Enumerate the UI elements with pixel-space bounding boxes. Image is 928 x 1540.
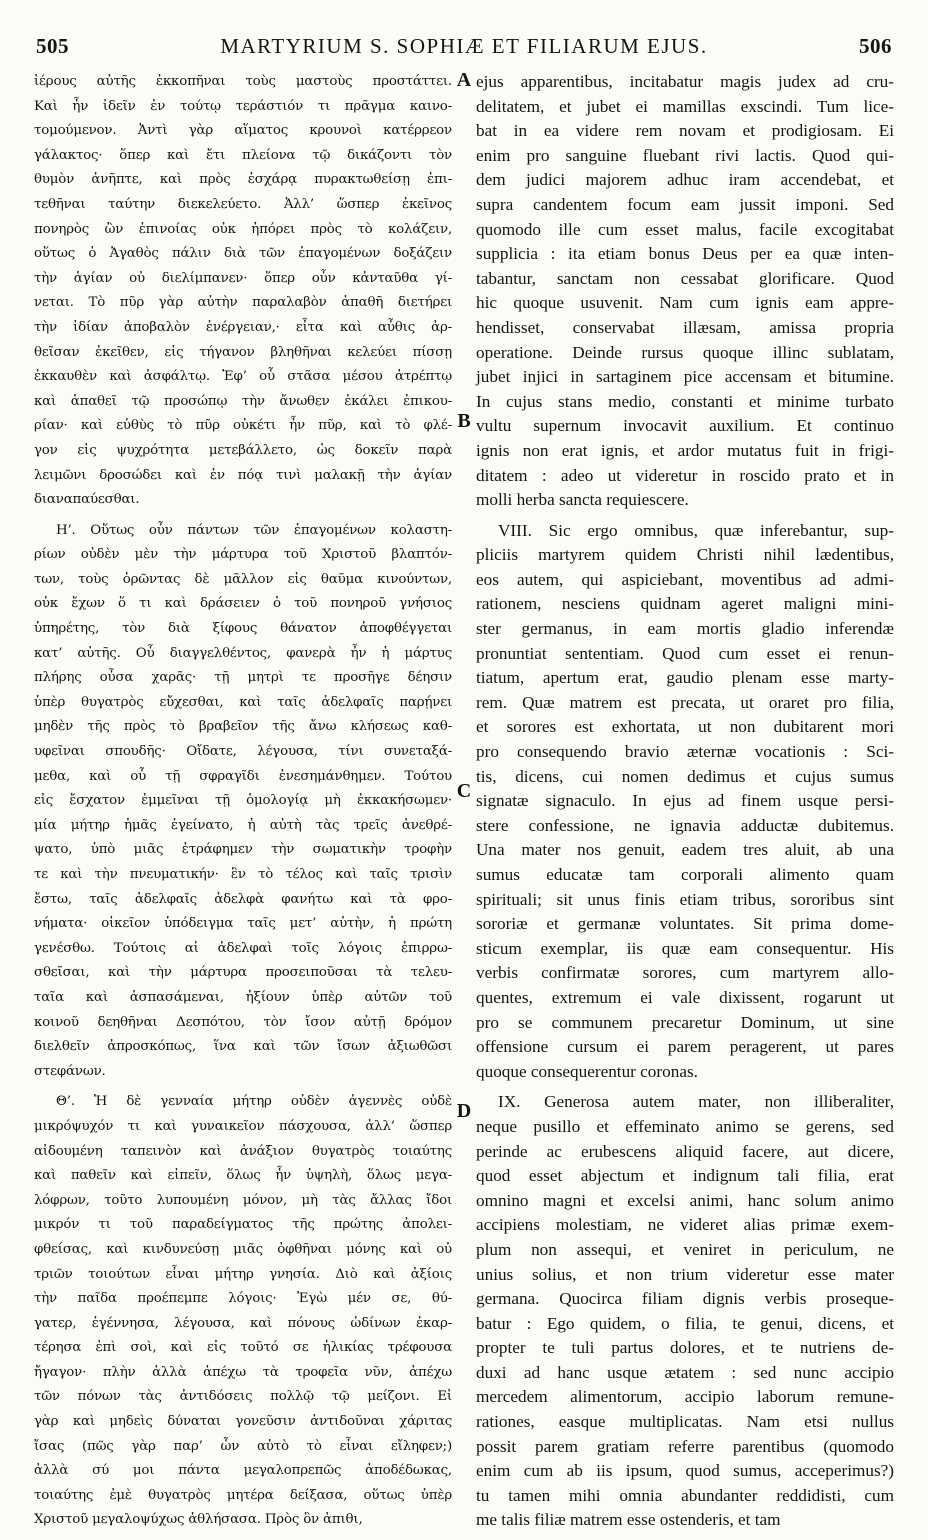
text-line: φθείσας, καὶ κινδυνεύσῃ μιᾶς ὀφθῆναι μόνης καὶ οὐ [34, 1241, 452, 1257]
text-line: jubet injici in sartaginem pice accensam et bitumine. [476, 367, 894, 387]
text-line: unius solius, et non trium videretur esse mater [476, 1264, 894, 1284]
text-line: θυμὸν ἀνῆπτε, καὶ πρὸς ἐσχάρᾳ πυρακτωθείσῃ ἐπι- [34, 172, 452, 188]
text-line: ditatem : adeo ut videretur in roscido prato et in [476, 465, 894, 485]
text-line: Θ’. Ἡ δὲ γενναία μήτηρ οὐδὲν ἀγεννὲς οὐδὲ [56, 1094, 452, 1110]
text-line: ὑπηρέτης, τὸν διὰ ξίφους θάνατον ἀποφθέγγεται [34, 621, 452, 637]
text-line: Η’. Οὕτως οὖν πάντων τῶν ἐπαγομένων κολαστη- [56, 522, 452, 538]
text-line: tabantur, sanctam non cessabat glorificare. Quod [476, 268, 894, 288]
text-line: τομούμενον. Ἀντὶ γὰρ αἵματος κρουνοὶ κατέρρεον [34, 123, 452, 139]
text-line: enim pro sanguine fluebant rivi lactis. Quod qui- [476, 145, 894, 165]
text-line: των, τοὺς ὁρῶντας δὲ μᾶλλον εἰς θαῦμα κινούντων, [34, 571, 452, 587]
text-line: τῶν πόνων τὰς ἀντιδόσεις πολλῷ τῷ μείζονι. Εἰ [34, 1389, 452, 1405]
text-line: offensione cursum ei parem peragerent, ut pares [476, 1037, 894, 1057]
text-line: omnino magni et excelsi animi, hanc solum animo [476, 1190, 894, 1210]
text-line: verbis confirmatæ sorores, cum martyrem allo- [476, 963, 894, 983]
text-line: κατ’ αὐτῆς. Οὗ διαγγελθέντος, φανερὰ ἦν ἡ μάρτυς [34, 645, 452, 661]
page-header [36, 30, 892, 62]
section-marker-b: B [457, 410, 471, 432]
text-line: bat in ea videre rem novam et prodigiosam. Ei [476, 121, 894, 141]
text-line: σθεῖσαι, καὶ τὴν μάρτυρα προσειποῦσαι τὰ τελευ- [34, 965, 452, 981]
text-line: Una mater nos genuit, eadem tres aluit, ab una [476, 840, 894, 860]
text-line: γὰρ καὶ μηδεὶς δύναται γονεῦσιν ἀντιδοῦναι χάριτας [34, 1414, 452, 1430]
text-line: germana. Quocirca filiam dignis verbis proseque- [476, 1289, 894, 1309]
text-line: ἔστω, ταῖς ἀδελφαῖς ἀδελφὰ φανήτω καὶ τὰ φρο- [34, 891, 452, 907]
text-line: sticum exemplar, iis quæ eam consequentur. His [476, 938, 894, 958]
text-line: perinde ac erubescens aliquid facere, aut dicere, [476, 1141, 894, 1161]
text-line: eos autem, qui aspiciebant, moventibus ad admi- [476, 569, 894, 589]
text-line: batur : Ego quidem, o filia, te genui, dicens, et [476, 1313, 894, 1333]
greek-text-column [34, 70, 452, 1528]
text-line: supra candentem focum eam jussit imponi. Sed [476, 194, 894, 214]
text-line: propter te tuli partus dolores, et te nutriens de- [476, 1338, 894, 1358]
text-line: rationes, easque multiplicatas. Nam etsi nullus [476, 1412, 894, 1432]
text-line: ρίαν· καὶ εὐθὺς τὸ πῦρ οὐκέτι ἦν πῦρ, καὶ τὸ φλέ- [34, 418, 452, 434]
text-line: γενέσθω. Τούτοις αἱ ἀδελφαὶ τοῖς λόγοις ἐπιρρω- [34, 940, 452, 956]
text-line: πλήρης οὖσα χαρᾶς· τῇ μητρὶ τε προσῆγε δέησιν [34, 670, 452, 686]
text-line: ὑπὲρ θυγατρὸς εὔχεσθαι, καὶ ταῖς ἀδελφαῖς παρῄνει [34, 694, 452, 710]
page-number-left: 505 [36, 34, 69, 58]
text-line: me talis filiæ matrem esse ostenderis, et tam [476, 1510, 781, 1530]
text-line: ψατο, ὑπὸ μιᾶς ἐτράφημεν τὴν σωματικὴν τροφὴν [34, 842, 452, 858]
running-title: MARTYRIUM S. SOPHIÆ ET FILIARUM EJUS. [220, 34, 708, 58]
text-line: ἱέρους αὐτῆς ἐκκοπῆναι τοὺς μαστοὺς προστάττει. [34, 74, 452, 89]
text-line: υφεῖναι σπουδῆς· Οἴδατε, λέγουσα, τίνι συνεταξά- [34, 744, 452, 760]
text-line: νεται. Τὸ πῦρ γὰρ αὐτὴν παραλαβὸν ἀπαθῆ διετήρει [34, 295, 452, 311]
text-line: γον εἰς ψυχρότητα μετεβάλλετο, ὡς δοκεῖν παρὰ [34, 442, 452, 458]
text-line: vultu supernum invocavit auxilium. Et continuo [476, 416, 894, 436]
text-line: ster germanus, in eam mortis gladio inferendæ [476, 619, 894, 639]
text-line: τὴν ἰδίαν ἀποβαλὸν ἐνέργειαν,· εἶτα καὶ αὖθις ἀρ- [34, 319, 452, 335]
text-line: et sorores est exhortata, ut non dubitarent mori [476, 717, 894, 737]
text-line: In cujus stans medio, constanti et minime turbato [476, 391, 894, 411]
text-line: μεθα, καὶ οὗ τῇ σφραγῖδι ἐνεσημάνθημεν. Τούτου [34, 768, 452, 784]
text-line: νήματα· οἰκεῖον ὑπόδειγμα ταῖς μετ’ αὐτὴν, ἡ πρώτη [34, 916, 452, 932]
latin-text-column [476, 70, 894, 1530]
text-line: διελθεῖν ἀπροσκόπως, ἵνα καὶ τῶν ἴσων ἀξιωθῶσι [34, 1039, 452, 1055]
text-line: θεῖσαν ἐκεῖθεν, εἰς τήγανον βληθῆναι κελεύει πίσσῃ [34, 344, 452, 360]
text-line: dem judici majorem adhuc iram accendebat, et [476, 170, 894, 190]
text-line: VIII. Sic ergo omnibus, quæ inferebantur, sup- [498, 520, 894, 540]
text-line: delitatem, et jubet ei mamillas exscindi. Tum lice- [476, 96, 894, 116]
text-line: πονηρὸς ὢν ἐπινοίας οὐκ ἠπόρει πρὸς τὸ κολάζειν, [34, 221, 452, 237]
text-line: sumus educatæ tam corporali alimento quam [476, 865, 894, 884]
text-line: pro consequendo bravio æternæ vocationis : Sci- [476, 742, 894, 762]
text-line: μικρόν τι τοῦ παραδείγματος τῆς πρώτης ἀπολει- [34, 1217, 452, 1233]
page-number-right: 506 [859, 34, 892, 58]
text-line: ταῖα καὶ ἀσπασάμεναι, ἠξίουν ὑπὲρ αὐτῶν τοῦ [34, 989, 452, 1005]
text-line: τοιαύτης ἐμὲ θυγατρὸς μητέρα δείξασα, οὕτως ὑπὲρ [34, 1487, 452, 1503]
text-line: operatione. Deinde rursus quoque illinc sublatam, [476, 342, 894, 362]
text-line: pliciis martyrem quidem Christi nihil lædentibus, [476, 545, 894, 565]
text-line: ἴσας (πῶς γὰρ παρ’ ὧν αὐτὸ τὸ εἶναι εἴληφεν;) [34, 1438, 452, 1454]
text-line: hic quoque usuvenit. Nam cum ignis eam appre- [476, 293, 894, 313]
text-line: οὕτως ὁ Ἀγαθὸς πάλιν διὰ τῶν ἐπαγομένων δοξάζειν [34, 246, 452, 262]
text-line: ignis non erat ignis, et ardor mutatus fuit in frigi- [476, 440, 894, 460]
text-line: γατερ, ἐγέννησα, λέγουσα, καὶ πόνους ὠδίνων ἐκαρ- [34, 1315, 452, 1331]
text-line: tiatum, apertum erat, gaudio plenam esse marty- [476, 668, 894, 688]
text-line: sororiæ et germanæ voluntates. Sit prima dome- [476, 914, 894, 934]
text-line: μηδὲν τῆς πρὸς τὸ βραβεῖον τῆς ἄνω κλήσεως καθ- [34, 719, 452, 735]
text-line: pro se communem precaretur Dominum, ut sine [476, 1012, 894, 1032]
text-line: τὴν παῖδα προέπεμπε λόγοις· Ἐγὼ μέν σε, θύ- [34, 1291, 452, 1307]
text-line: rationem, nesciens quidnam ageret maligni mini- [476, 594, 894, 614]
text-line: stere confessione, ne ignavia adductæ dubitemus. [476, 815, 894, 835]
section-marker-a: A [456, 69, 472, 91]
text-line: τεθῆναι ταύτην διεκελεύετο. Ἀλλ’ ὥσπερ ἐκεῖνος [34, 196, 452, 212]
text-line: αἰδουμένη ταπεινὸν καὶ ἀνάξιον θυγατρὸς τοιαύτης [34, 1143, 452, 1159]
text-line: λόφρων, τοῦτο λυπουμένη μόνον, μὴ τὰς ἄλλας ἴδοι [34, 1192, 452, 1208]
text-line: μικρόψυχόν τι καὶ γυναικεῖον πάσχουσα, ἀλλ’ ὥσπερ [34, 1118, 452, 1134]
text-line: ρίων οὐδὲν μὲν τὴν μάρτυρα τοῦ Χριστοῦ βλαπτόν- [34, 547, 452, 563]
text-line: enim cum ab iis ipsum, quod sumus, acceperimus?) [476, 1461, 894, 1481]
text-line: accipiens molestiam, ne videret alias primæ exem- [476, 1215, 894, 1235]
section-marker-c: C [456, 780, 472, 802]
text-line: quoque consequerentur coronas. [476, 1061, 698, 1081]
text-line: καὶ παθεῖν καὶ εἰπεῖν, ὅλως ἦν ὑψηλὴ, ὅλως μεγα- [34, 1168, 452, 1184]
text-line: διαναπαύεσθαι. [34, 492, 140, 508]
text-line: ἐκκαυθὲν καὶ ἀσφάλτῳ. Ἐφ’ οὗ στᾶσα μέσου ἀτρέπτῳ [34, 369, 452, 385]
text-line: pronuntiat sententiam. Quod cum esset ei renun- [476, 643, 894, 663]
text-line: tis, dicens, cui nomen dedimus et cujus sumus [476, 766, 894, 786]
text-line: ejus apparentibus, incitabatur magis judex ad cru- [476, 72, 894, 91]
text-line: hendisset, conservabat illæsam, amissa propria [476, 317, 894, 337]
text-line: neque pusillo et effeminato animo se gerens, sed [476, 1116, 894, 1136]
text-line: Καὶ ἦν ἰδεῖν ἐν τούτῳ τεράστιόν τι πρᾶγμα καινο- [34, 98, 452, 114]
text-line: supplicia : ita etiam bonus Deus per ea quæ inten- [476, 244, 894, 264]
text-line: mercedem alimentorum, accipio laborum remune- [476, 1387, 894, 1407]
text-line: τε καὶ τὴν πνευματικήν· ἓν τὸ τέλος καὶ ταῖς τρισὶν [34, 867, 452, 882]
text-line: molli herba sancta requiescere. [476, 490, 689, 510]
text-line: γάλακτος· ὅπερ καὶ ἔτι πλείονα τῷ δικάζοντι τὸν [34, 147, 452, 163]
text-line: rem. Quæ matrem est precata, ut oraret pro filia, [476, 692, 894, 712]
text-line: quod esset abjectum et indignum tali filia, erat [476, 1166, 894, 1186]
section-marker-d: D [456, 1100, 472, 1122]
text-line: possit parem gratiam referre parentibus (quomodo [476, 1436, 894, 1456]
text-line: τέρησα ἐπὶ σοὶ, καὶ εἰς τοῦτό σε ἡλικίας τρέφουσα [34, 1340, 452, 1356]
text-line: quomodo ille cum esset malus, facile excogitabat [476, 219, 894, 239]
text-line: στεφάνων. [34, 1063, 106, 1079]
text-line: εἰς ἔσχατον ἐμμεῖναι τῇ ὁμολογίᾳ μὴ ἐκκακήσωμεν· [34, 793, 452, 809]
text-line: τὴν ἁγίαν οὐ διελίμπανεν· ὅπερ οὖν κἀνταῦθα γί- [34, 270, 452, 286]
text-line: τριῶν τοιούτων εἶναι μήτηρ γνησία. Διὸ καὶ ἀξίοις [34, 1266, 452, 1282]
text-line: spirituali; sit unus finis etiam tribus, sororibus sint [476, 889, 894, 909]
text-line: signatæ signaculo. In ejus ad finem usque persi- [476, 791, 894, 811]
text-line: μία μήτηρ ἡμᾶς ἐγείνατο, ἡ αὐτὴ τὰς τρεῖς ἀνεθρέ- [34, 817, 452, 833]
text-line: ἀλλὰ σύ μοι πάντα μεγαλοπρεπῶς ἀποδέδωκας, [34, 1463, 452, 1479]
text-line: quentes, extremum ei vale dixissent, rogarunt ut [476, 987, 894, 1007]
text-line: κοινοῦ δεηθῆναι Δεσπότου, τὸν ἴσον αὐτῇ δρόμον [34, 1014, 452, 1030]
text-line: ἤγαγον· πλὴν ἀλλὰ ἀπέχω τὰ τροφεῖα νῦν, ἀπέχω [34, 1364, 452, 1380]
text-line: tu tamen mihi omnia abundanter reddidisti, cum [476, 1485, 894, 1505]
text-line: καὶ ἀπαθεῖ τῷ προσώπῳ τὴν ἄνωθεν ἐκάλει ἐπικου- [34, 393, 452, 409]
text-line: duxi ad hanc usque ætatem : sed nunc accipio [476, 1362, 894, 1382]
text-line: IX. Generosa autem mater, non illiberaliter, [498, 1092, 894, 1112]
text-line: λειμῶνι δροσώδει καὶ ἐν πόᾳ τινὶ μαλακῇ τὴν ἁγίαν [34, 467, 452, 483]
text-line: Χριστοῦ μεγαλοψύχως ἀθλήσασα. Πρὸς ὃν ἀπιθι, [34, 1512, 363, 1528]
text-line: plum non assequi, et veniret in periculum, ne [476, 1239, 894, 1259]
text-line: οὐκ ἔχων ὅ τι καὶ δράσειεν ὁ τοῦ πονηροῦ γνήσιος [34, 596, 452, 612]
